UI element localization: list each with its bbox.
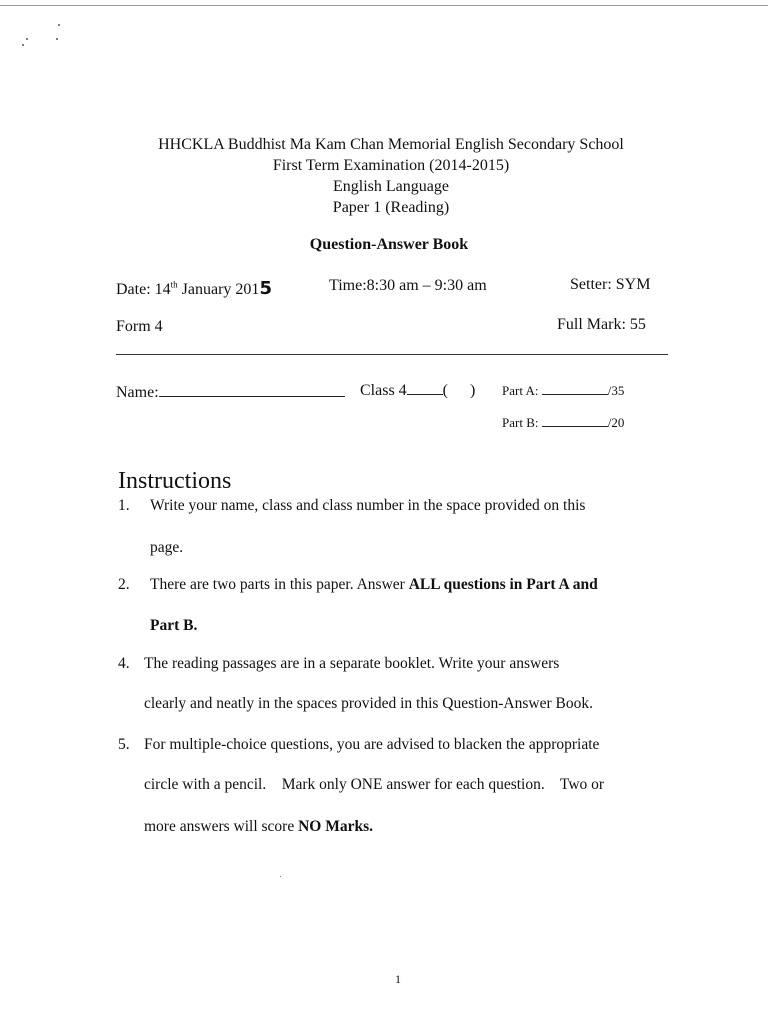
instruction-number: 1. (118, 497, 130, 514)
instruction-5-line-2: circle with a pencil. Mark only ONE answer for each question. Two or (144, 776, 605, 793)
class-field[interactable]: Class 4 ( ) (360, 382, 476, 399)
instruction-2-line-1: There are two parts in this paper. Answer ALL questions in Part A and (150, 576, 598, 593)
form-level: Form 4 (116, 318, 163, 335)
instruction-4-line-1: The reading passages are in a separate booklet. Write your answers (144, 655, 560, 672)
handwritten-digit: 5 (259, 278, 272, 299)
name-blank[interactable] (159, 382, 345, 397)
instruction-1-line-1: Write your name, class and class number in the space provided on this (150, 497, 586, 514)
part-b-blank[interactable] (542, 414, 608, 427)
instruction-2-line-2: Part B. (150, 617, 198, 634)
instructions-title: Instructions (118, 468, 232, 494)
exam-date: Date: 14th January 2015 (116, 278, 272, 299)
part-a-score[interactable]: Part A: /35 (502, 383, 625, 398)
scan-edge-line (0, 5, 768, 6)
scan-speck (280, 876, 281, 877)
instruction-5-line-1: For multiple-choice questions, you are advised to blacken the appropriate (144, 736, 600, 753)
exam-header (0, 134, 768, 218)
setter: Setter: SYM (570, 276, 651, 293)
exam-time: Time:8:30 am – 9:30 am (329, 277, 487, 294)
instruction-1-line-2: page. (150, 539, 184, 556)
divider-rule (116, 354, 668, 355)
full-mark: Full Mark: 55 (557, 316, 646, 333)
part-b-score[interactable]: Part B: /20 (502, 415, 625, 430)
instruction-4-line-2: clearly and neatly in the spaces provided in this Question-Answer Book. (144, 695, 593, 712)
instruction-number: 2. (118, 576, 130, 593)
class-blank[interactable] (407, 380, 443, 395)
qa-book-title: Question-Answer Book (309, 236, 469, 253)
name-label: Name: (116, 384, 159, 401)
exam-name: First Term Examination (2014-2015) (272, 157, 510, 174)
name-field[interactable] (116, 382, 345, 402)
subject-name: English Language (333, 178, 449, 195)
instruction-5-line-3: more answers will score NO Marks. (144, 818, 374, 835)
school-name: HHCKLA Buddhist Ma Kam Chan Memorial English Secondary School (158, 136, 624, 153)
scan-speck (22, 44, 24, 46)
instruction-number: 5. (118, 736, 130, 753)
part-a-blank[interactable] (542, 382, 608, 395)
scan-speck (58, 24, 60, 26)
scan-speck (56, 38, 58, 40)
scan-speck (26, 38, 28, 40)
class-label: Class 4 (360, 382, 407, 399)
instruction-number: 4. (118, 655, 130, 672)
page-number: 1 (395, 972, 401, 986)
paper-name: Paper 1 (Reading) (332, 199, 450, 216)
